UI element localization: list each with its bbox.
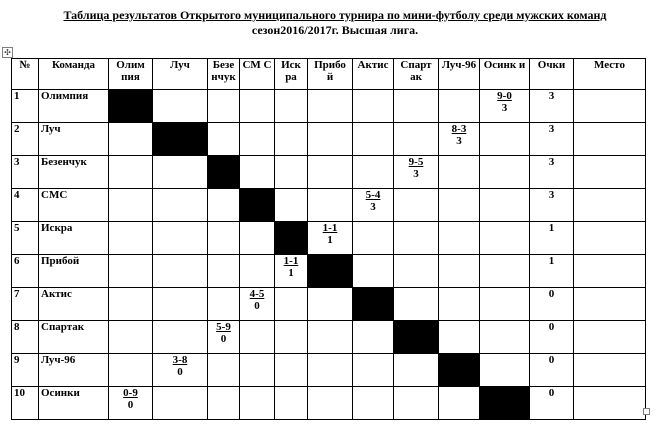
result-cell <box>480 156 530 189</box>
results-table <box>11 58 646 420</box>
row-num: 6 <box>12 255 39 288</box>
header-num: № <box>12 59 39 90</box>
result-cell <box>308 321 353 354</box>
result-cell <box>439 156 480 189</box>
points-cell: 0 <box>530 321 574 354</box>
result-cell <box>240 222 275 255</box>
result-cell <box>275 288 308 321</box>
result-cell <box>353 354 394 387</box>
result-cell <box>394 255 439 288</box>
result-cell <box>480 90 530 123</box>
result-cell <box>208 222 240 255</box>
result-cell <box>153 90 208 123</box>
match-points: 1 <box>288 267 294 279</box>
result-cell <box>394 222 439 255</box>
diagonal-cell <box>153 123 208 156</box>
diagonal-cell <box>439 354 480 387</box>
result-cell <box>439 387 480 420</box>
team-name: Прибой <box>39 255 109 288</box>
result-cell <box>308 222 353 255</box>
result-cell <box>153 354 208 387</box>
result-cell <box>394 123 439 156</box>
points-cell: 0 <box>530 288 574 321</box>
result-cell <box>153 387 208 420</box>
header-opponent: Осинк и <box>480 59 530 90</box>
team-name: СМС <box>39 189 109 222</box>
place-cell <box>574 387 646 420</box>
result-cell <box>308 123 353 156</box>
result-cell <box>109 123 153 156</box>
team-name: Спартак <box>39 321 109 354</box>
result-cell <box>153 321 208 354</box>
result-cell <box>439 123 480 156</box>
result-cell <box>208 123 240 156</box>
match-score: 9-0 <box>497 90 512 102</box>
result-cell <box>353 123 394 156</box>
table-row <box>12 189 646 222</box>
result-cell <box>208 255 240 288</box>
result-cell <box>353 189 394 222</box>
result-cell <box>439 288 480 321</box>
result-cell <box>308 288 353 321</box>
row-num: 1 <box>12 90 39 123</box>
result-cell <box>153 156 208 189</box>
table-row <box>12 288 646 321</box>
team-name: Олимпия <box>39 90 109 123</box>
match-score: 0-9 <box>123 387 138 399</box>
header-points: Очки <box>530 59 574 90</box>
match-score: 3-8 <box>172 354 188 366</box>
table-row <box>12 222 646 255</box>
match-score: 9-5 <box>408 156 424 168</box>
match-score: 1-1 <box>283 255 299 267</box>
result-cell <box>208 288 240 321</box>
header-team: Команда <box>39 59 109 90</box>
result-cell <box>480 288 530 321</box>
result-cell <box>240 255 275 288</box>
match-points: 0 <box>220 333 227 345</box>
table-resize-handle[interactable] <box>643 408 650 415</box>
match-points: 1 <box>327 234 333 246</box>
result-cell <box>308 156 353 189</box>
result-cell <box>439 321 480 354</box>
match-points: 3 <box>413 168 419 180</box>
place-cell <box>574 123 646 156</box>
diagonal-cell <box>109 90 153 123</box>
result-cell <box>308 90 353 123</box>
result-cell <box>480 354 530 387</box>
result-cell <box>240 288 275 321</box>
match-points: 3 <box>456 135 462 147</box>
row-num: 10 <box>12 387 39 420</box>
points-cell: 0 <box>530 354 574 387</box>
row-num: 7 <box>12 288 39 321</box>
result-cell <box>153 255 208 288</box>
header-opponent: Актис <box>353 59 394 90</box>
header-opponent: Луч-96 <box>439 59 480 90</box>
row-num: 2 <box>12 123 39 156</box>
header-row <box>12 59 646 90</box>
result-cell <box>153 288 208 321</box>
result-cell <box>275 387 308 420</box>
diagonal-cell <box>275 222 308 255</box>
match-score: 8-3 <box>451 123 467 135</box>
team-name: Безенчук <box>39 156 109 189</box>
result-cell <box>240 123 275 156</box>
result-cell <box>480 222 530 255</box>
result-cell <box>109 321 153 354</box>
result-cell <box>208 387 240 420</box>
points-cell: 1 <box>530 255 574 288</box>
header-opponent: Луч <box>153 59 208 90</box>
result-cell <box>439 189 480 222</box>
diagonal-cell <box>240 189 275 222</box>
match-points: 0 <box>177 366 183 378</box>
result-cell <box>480 123 530 156</box>
header-opponent: Прибо й <box>308 59 353 90</box>
result-cell <box>275 156 308 189</box>
result-cell <box>353 90 394 123</box>
points-cell: 3 <box>530 90 574 123</box>
points-cell: 3 <box>530 189 574 222</box>
result-cell <box>394 189 439 222</box>
result-cell <box>275 123 308 156</box>
result-cell <box>394 90 439 123</box>
result-cell <box>353 387 394 420</box>
result-cell <box>308 354 353 387</box>
result-cell <box>153 189 208 222</box>
result-cell <box>240 321 275 354</box>
header-opponent: Безе нчук <box>208 59 240 90</box>
result-cell <box>275 354 308 387</box>
team-name: Искра <box>39 222 109 255</box>
result-cell <box>275 255 308 288</box>
result-cell <box>394 288 439 321</box>
result-cell <box>480 321 530 354</box>
table-row <box>12 123 646 156</box>
title-line-1: Таблица результатов Открытого муниципального турнира по мини-футболу среди мужских команд <box>63 8 607 22</box>
points-cell: 3 <box>530 156 574 189</box>
row-num: 5 <box>12 222 39 255</box>
table-row <box>12 321 646 354</box>
result-cell <box>353 255 394 288</box>
place-cell <box>574 189 646 222</box>
header-opponent: Спарт ак <box>394 59 439 90</box>
result-cell <box>153 222 208 255</box>
place-cell <box>574 288 646 321</box>
result-cell <box>439 222 480 255</box>
table-row <box>12 156 646 189</box>
result-cell <box>109 288 153 321</box>
result-cell <box>353 321 394 354</box>
match-points: 0 <box>254 300 260 312</box>
row-num: 4 <box>12 189 39 222</box>
result-cell <box>240 90 275 123</box>
match-points: 0 <box>127 399 134 411</box>
result-cell <box>308 189 353 222</box>
result-cell <box>208 90 240 123</box>
team-name: Луч-96 <box>39 354 109 387</box>
points-cell: 3 <box>530 123 574 156</box>
result-cell <box>275 90 308 123</box>
result-cell <box>208 354 240 387</box>
place-cell <box>574 156 646 189</box>
result-cell <box>480 255 530 288</box>
result-cell <box>109 255 153 288</box>
team-name: Актис <box>39 288 109 321</box>
result-cell <box>208 189 240 222</box>
result-cell <box>275 321 308 354</box>
team-name: Осинки <box>39 387 109 420</box>
diagonal-cell <box>394 321 439 354</box>
result-cell <box>240 354 275 387</box>
header-opponent: Олим пия <box>109 59 153 90</box>
match-score: 5-9 <box>216 321 231 333</box>
diagonal-cell <box>208 156 240 189</box>
result-cell <box>240 156 275 189</box>
place-cell <box>574 354 646 387</box>
place-cell <box>574 255 646 288</box>
table-move-handle-icon[interactable]: ✣ <box>2 47 13 58</box>
result-cell <box>109 387 153 420</box>
row-num: 9 <box>12 354 39 387</box>
match-points: 3 <box>501 102 508 114</box>
result-cell <box>240 387 275 420</box>
result-cell <box>439 255 480 288</box>
result-cell <box>275 189 308 222</box>
match-score: 1-1 <box>322 222 338 234</box>
points-cell: 0 <box>530 387 574 420</box>
result-cell <box>208 321 240 354</box>
result-cell <box>109 189 153 222</box>
table-row <box>12 90 646 123</box>
team-name: Луч <box>39 123 109 156</box>
row-num: 3 <box>12 156 39 189</box>
row-num: 8 <box>12 321 39 354</box>
match-score: 4-5 <box>249 288 265 300</box>
result-cell <box>394 156 439 189</box>
table-row <box>12 354 646 387</box>
place-cell <box>574 222 646 255</box>
title-line-2: сезон2016/2017г. Высшая лига. <box>251 23 419 37</box>
result-cell <box>480 189 530 222</box>
document-title <box>20 8 650 38</box>
header-opponent: СМ С <box>240 59 275 90</box>
result-cell <box>109 156 153 189</box>
result-cell <box>353 156 394 189</box>
diagonal-cell <box>480 387 530 420</box>
diagonal-cell <box>308 255 353 288</box>
table-row <box>12 255 646 288</box>
points-cell: 1 <box>530 222 574 255</box>
match-score: 5-4 <box>365 189 381 201</box>
result-cell <box>394 387 439 420</box>
result-cell <box>394 354 439 387</box>
match-points: 3 <box>370 201 376 213</box>
table-row <box>12 387 646 420</box>
result-cell <box>308 387 353 420</box>
place-cell <box>574 321 646 354</box>
place-cell <box>574 90 646 123</box>
header-place: Место <box>574 59 646 90</box>
result-cell <box>109 354 153 387</box>
result-cell <box>439 90 480 123</box>
result-cell <box>109 222 153 255</box>
diagonal-cell <box>353 288 394 321</box>
result-cell <box>353 222 394 255</box>
header-opponent: Иск ра <box>275 59 308 90</box>
